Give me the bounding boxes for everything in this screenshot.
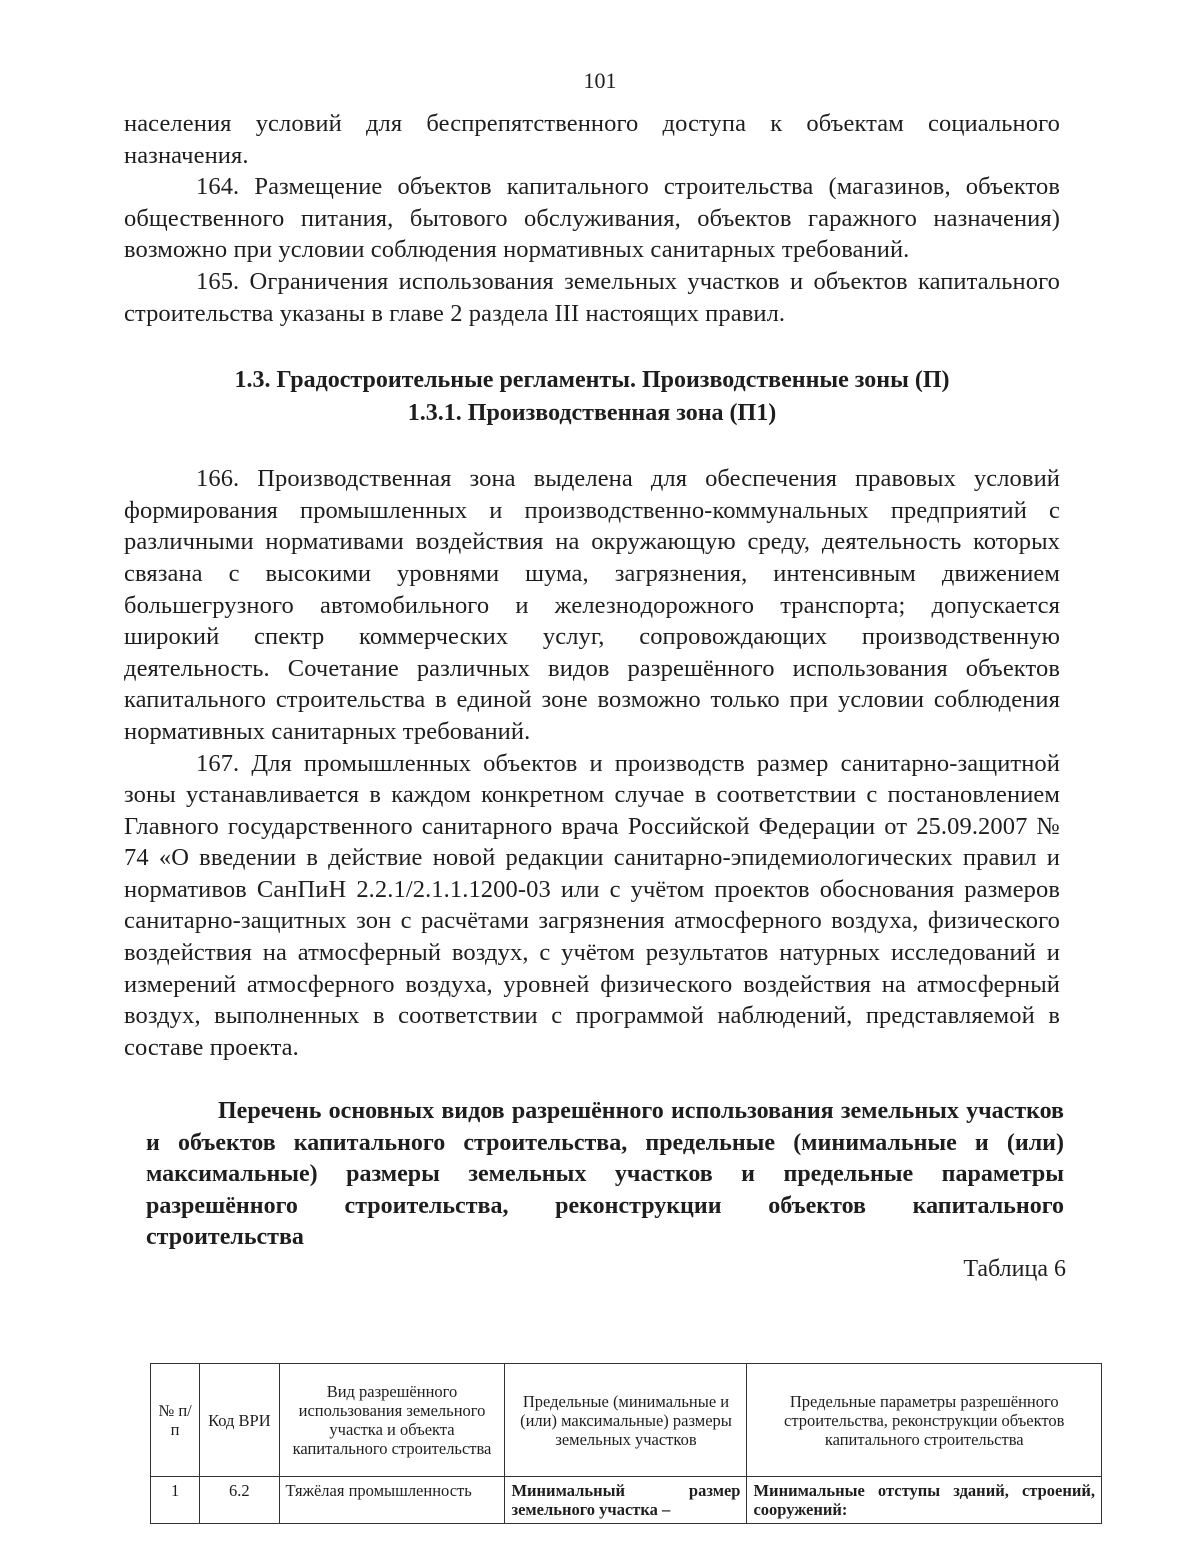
document-body bbox=[124, 108, 1066, 1283]
cell-number: 1 bbox=[151, 1477, 200, 1524]
paragraph-163-end: населения условий для беспрепятственного доступа к объектам социального назначения. bbox=[124, 110, 1060, 169]
cell-plot-sizes: Минимальный размер земельного участка – bbox=[505, 1477, 747, 1524]
cell-build-params: Минимальные отступы зданий, строений, сооружений: bbox=[747, 1477, 1102, 1524]
cell-code: 6.2 bbox=[200, 1477, 279, 1524]
paragraph-166: 166. Производственная зона выделена для обеспечения правовых условий формирования промышленных и производственно-коммунальных предприятий с различными нормативами воздействия на окружающую среду, деятельность которых связана с высокими уровнями шума, загрязнения, интенсивным движением большегрузного автомобильного и железнодорожного транспорта; допускается широкий спектр коммерческих услуг, сопровождающих производственную деятельность. Сочетание различных видов разрешённого использования объектов капитального строительства в единой зоне возможно только при условии соблюдения нормативных санитарных требований. bbox=[124, 465, 1060, 745]
header-code: Код ВРИ bbox=[200, 1364, 279, 1477]
regulations-table bbox=[150, 1363, 1102, 1524]
paragraph-167: 167. Для промышленных объектов и производств размер санитарно-защитной зоны устанавливается в каждом конкретном случае в соответствии с постановлением Главного государственного санитарного врача Российской Федерации от 25.09.2007 № 74 «О введении в действие новой редакции санитарно-эпидемиологических правил и нормативов СанПиН 2.2.1/2.1.1.1200-03 или с учётом проектов обоснования размеров санитарно-защитных зон с расчётами загрязнения атмосферного воздуха, физического воздействия на атмосферный воздух, с учётом результатов натурных исследований и измерений атмосферного воздуха, уровней физического воздействия на атмосферный воздух, выполненных в соответствии с программой наблюдений, представляемой в составе проекта. bbox=[124, 749, 1060, 1061]
paragraph-164: 164. Размещение объектов капитального строительства (магазинов, объектов общественного питания, бытового обслуживания, объектов гаражного назначения) возможно при условии соблюдения нормативных санитарных требований. bbox=[124, 173, 1060, 264]
table-label: Таблица 6 bbox=[963, 1255, 1066, 1282]
header-use-type: Вид разрешённого использования земельного участка и объекта капитального строительства bbox=[279, 1364, 505, 1477]
list-title: Перечень основных видов разрешённого использования земельных участков и объектов капитального строительства, предельные (минимальные и (или) максимальные) размеры земельных участков и предельные параметры разрешённого строительства, реконструкции объектов капитального строительства bbox=[146, 1098, 1064, 1251]
table-header-row bbox=[151, 1364, 1102, 1477]
header-plot-sizes: Предельные (минимальные и (или) максимальные) размеры земельных участков bbox=[505, 1364, 747, 1477]
header-build-params: Предельные параметры разрешённого строительства, реконструкции объектов капитального строительства bbox=[747, 1364, 1102, 1477]
section-heading: 1.3. Градостроительные регламенты. Производственные зоны (П) bbox=[234, 367, 950, 394]
subsection-heading: 1.3.1. Производственная зона (П1) bbox=[407, 400, 777, 427]
paragraph-165: 165. Ограничения использования земельных участков и объектов капитального строительства указаны в главе 2 раздела III настоящих правил. bbox=[124, 267, 1060, 327]
cell-use-type: Тяжёлая промышленность bbox=[279, 1477, 505, 1524]
table-row bbox=[151, 1477, 1102, 1524]
page-number: 101 bbox=[583, 68, 617, 93]
header-number: № п/п bbox=[151, 1364, 200, 1477]
section-headings bbox=[124, 364, 1060, 430]
